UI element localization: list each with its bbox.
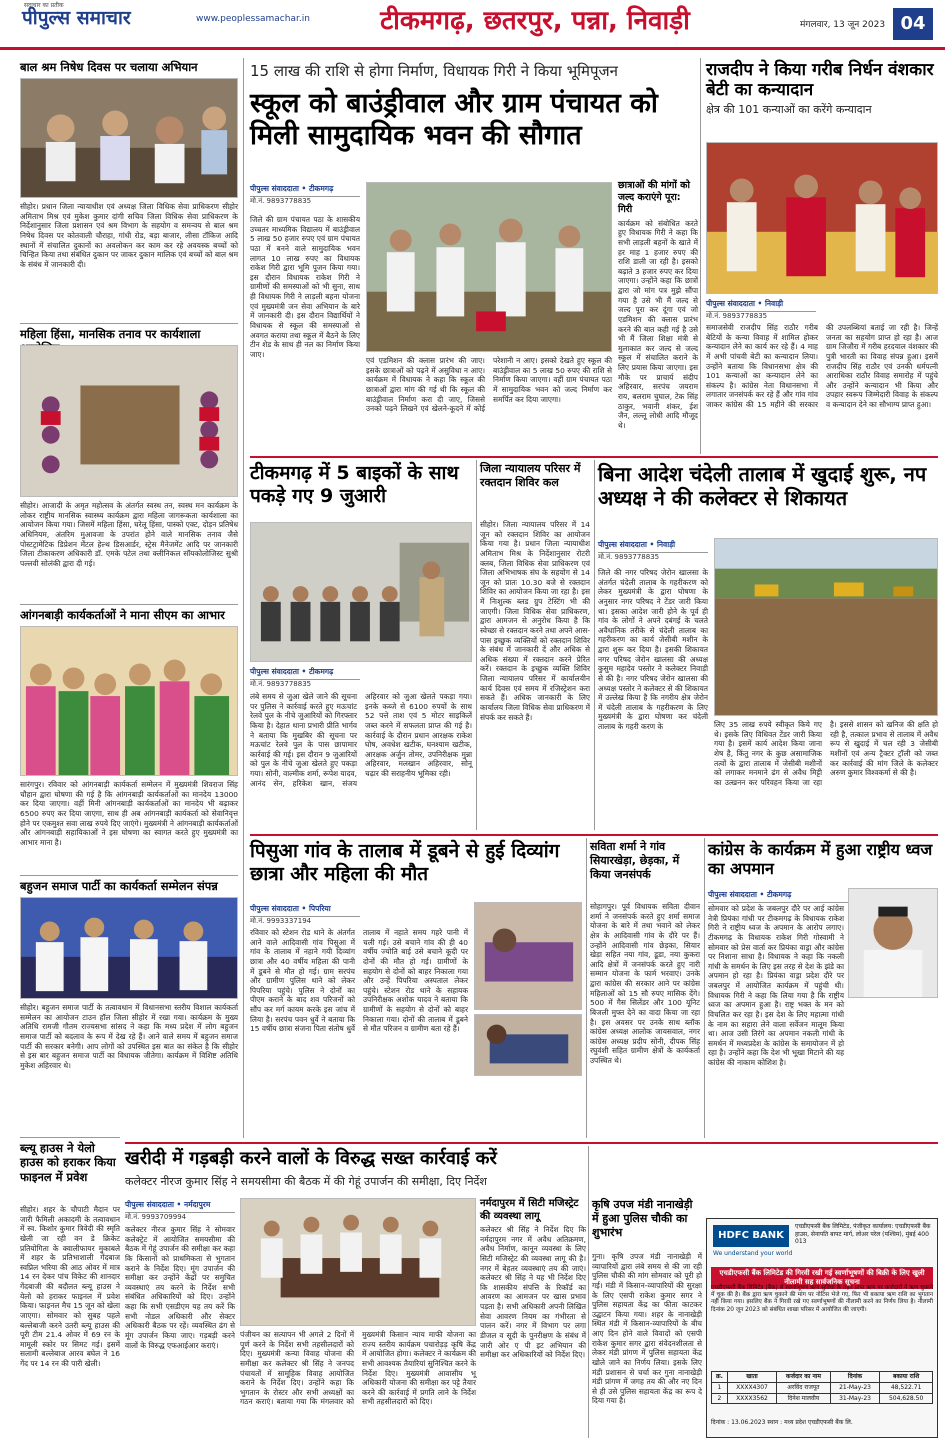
photo-image	[251, 523, 471, 661]
story-blood-camp-headline	[480, 462, 590, 518]
kicker-text: 15 लाख की राशि से होगा निर्माण, विधायक गिरी ने किया भूमिपूजन	[250, 62, 618, 80]
table-row	[712, 1382, 933, 1393]
byline-text: पीपुल्स संवाददाता • पिपरिया	[250, 902, 360, 917]
table-header: दिनांक	[830, 1372, 879, 1383]
phone-number: मो.नं. 9893778835	[250, 679, 312, 688]
story-chandeli-headline	[598, 462, 938, 532]
story-cricket-headline	[20, 1141, 120, 1201]
story-gamblers-text: लंबे समय से जुआ खेले जाने की सूचना पर पुलिस ने कार्रवाई करते हुए मऊचांट रेलवे पुल के नीचे जुआरियों को गिरफ्तार किया है। देहात थाना प्रभारी प्रीति भार्गव ने बताया कि मुखबिर की सूचना पर मऊचांट रेलवे पुल के पास छापामार कार्रवाई की गई। इस दौरान 9 जुआरियों को पुल के नीचे जुआ खेलते हुए पकड़ा गया। सोनी, वाल्मीक शर्मा, रूपेश यादव, आनंद सेन, हरिकेश खान, संजय अहिरवार को जुआ खेलते पकड़ा गया। इनके कब्जे से 6100 रुपयों के साथ 52 पत्ते ताश एवं 5 मोटर साइकिलें जब्त करने में सफलता प्राप्त की गई है। कार्रवाई के दौरान प्रधान आरक्षक राकेश घोष, अवधेश खटीक, घनश्याम खटीक, आरक्षक अर्जुन तोमर, उपनिरीक्षक मुन्ना अहिरवार, मलखान अहिरवार, सोनू चढ़ार की सराहनीय भूमिका रही।	[250, 692, 472, 788]
wedding-photo	[706, 142, 938, 294]
hdfc-logo: HDFC BANK	[713, 1225, 789, 1247]
story-gamblers-byline	[250, 665, 360, 689]
byline-text: पीपुल्स संवाददाता • टीकमगढ़	[250, 665, 360, 680]
bsp-meeting-photo	[20, 897, 238, 999]
sidebar-text: कार्यक्रम को संबोधित करते हुए विधायक गिरी ने कहा कि सभी लाड़ली बहनों के खाते में हर माह 1 हजार रुपए की राशि डाली जा रही है। इसको बढ़ाते 3 हजार रुपए कर दिया जाएगा। उन्होंने कहा कि छात्रों द्वारा जो मांग पत्र मुझे सौंपा गया है उसे भी मैं जल्द से जल्द पूरा कर दूंगा एवं जो एडमिशन की क्लास प्रारंभ करने की बात कही गई है उसे भी मैं जिला शिक्षा मंत्री से मुलाकात कर जल्द से जल्द स्कूल में संचालित कराने के लिए प्रयास किया जाएगा। इस मौके पर प्राचार्य संदीप अहिरवार, सरपंच जयराम राय, बलराम चुघाल, टेक सिंह ठाकुर, भवानी शंकर, ईश जैन, लल्लू लोधी आदि मौजूद थे।	[618, 218, 698, 430]
table-cell: दिनेश मालवीय	[777, 1393, 831, 1404]
byline-text: पीपुल्स संवाददाता • नर्मदापुरम	[125, 1198, 235, 1213]
story-bsp-text: सीहोर। बहुजन समाज पार्टी के तत्वावधान में विधानसभा स्तरीय विशाल कार्यकर्ता सम्मेलन का आयोजन टाउन हॉल जिला सीहोर में रखा गया। कार्यक्रम के मुख्य अतिथि रामजी गौतम राज्यसभा सांसद ने कहा कि मध्य प्रदेश में लोग बहुजन समाज पार्टी को बदलाव के रूप में देख रहे हैं। आने वाले समय में बहुजन समाज पार्टी की सरकार बनेगी। आप लोगों को उपस्थित इस बात का संकेत है कि सीहोर से इस बार बहुजन समाज पार्टी का विधायक जीतेगा। कार्यक्रम में विशिष्ट अतिथि मुकेश अहिरवार थे।	[20, 1003, 238, 1070]
headline: राजदीप ने किया गरीब निर्धन वंशकार बेटी का कन्यादान	[706, 60, 934, 101]
headline: आंगनबाड़ी कार्यकर्ताओं ने माना सीएम का आभार	[20, 608, 225, 622]
logo-text: पीपुल्स समाचार	[22, 7, 131, 29]
byline-text: पीपुल्स संवाददाता • निवाड़ी	[598, 538, 708, 553]
ad-tagline: We understand your world	[713, 1250, 793, 1257]
headline: पिसुआ गांव के तालाब में डूबने से हुई दिव्यांग छात्रा और महिला की मौत	[250, 840, 560, 885]
story-rajdeep-text: समाजसेवी राजदीप सिंह राठौर गरीब बेटियों के कन्या विवाह में शामिल होकर कन्यादान लेने का कार्य कर रहे हैं। 4 माह में अभी पांचवी बेटी का कन्यादान लिया। उन्होंने बताया कि विधानसभा क्षेत्र की 101 कन्याओं का कन्यादान लेने का संकल्प है। कांग्रेस नेता विधानसभा में लगातार जनसंपर्क कर रहे हैं और गांव गांव जाकर कांग्रेस की 15 महीने की सरकार की उपलब्धियां बताई जा रही है। जिन्हें जनता का सहयोग प्राप्त हो रहा है। आज ग्राम जिजौरा में गरीब हरदयाल वंशकार की पुत्री भारती का विवाह संपन्न हुआ। इसमें राजदीप सिंह राठौर एवं उनकी धर्मपत्नी आराधिका राठौर विवाह समारोह में पहुंचे और उन्होंने कन्यादान भी किया और उपहार स्वरूप जिम्मेदारी विवाह के संकल्प व कन्यादान देने का सौभाग्य प्राप्त हुआ।	[706, 323, 938, 409]
headline: बिना आदेश चंदेली तालाब में खुदाई शुरू, नप अध्यक्ष ने की कलेक्टर से शिकायत	[598, 462, 927, 510]
byline-text: पीपुल्स संवाददाता • निवाड़ी	[706, 297, 816, 312]
phone-number: मो.नं. 9893778835	[250, 196, 312, 205]
anganwadi-photo	[20, 626, 238, 776]
table-cell: 504,628.50	[880, 1393, 933, 1404]
story-rajdeep-headline	[706, 60, 938, 140]
photo-image	[21, 898, 237, 998]
story-women-workshop-text: सीहोर। आजादी के अमृत महोत्सव के अंतर्गत स्वस्थ तन, स्वस्थ मन कार्यक्रम के लोकर राष्ट्रीय मानसिक स्वास्थ्य कार्यक्रम द्वारा महिला जागरूकता कार्यशाला का आयोजन किया गया। जिसमें महिला हिंसा, घरेलू हिंसा, पास्को एक्ट, दोड़न प्रतिषेध अधिनियम, अंतरिम मुआवजा के उपरांत होने वाले मानसिक तनाव जैसे पोस्टट्रामेटिक डिप्रेशन मेंटल हेल्थ डिसआर्डर, स्ट्रेस मैनेजमेंट आदि पर जानकारी जिला टीकाकरण अधिकारी डॉ. एमके पटेल तथा क्लीनिकल सॉयकोलोजिस्ट सुश्री पल्लवी सोलंकी द्वारा दी गई।	[20, 501, 238, 568]
story-procurement-text-2: पंजीयन का सत्यापन भी अगले 2 दिनों में पूर्ण करने के निर्देश सभी तहसीलदारों को दिए। मुख्यमंत्री कन्या विवाह योजना की समीक्षा कर कलेक्टर श्री सिंह ने जनपद पंचायतों में सामूहिक विवाह आयोजित कराने के निर्देश दिए। उन्होंने कहा कि भुगतान के रोस्टर और सभी अध्यक्षों का गठन कराएं। बताया गया कि मंगलवार को मुख्यमंत्री किसान न्याय माफी योजना का राज्य स्तरीय कार्यक्रम पचारोड़ड़ कृषि केंद्र में आयोजित होगा। कलेक्टर ने कार्यक्रम की सभी आवश्यक तैयारियां सुनिश्चित करने के निर्देश दिए। मुख्यमंत्री आवासीय भू अधिकारी योजना की समीक्षा कर पट्टे तैयार करने की कार्रवाई में प्रगति लाने के निर्देश सभी तहसीलदारों को दिए।	[240, 1330, 476, 1407]
mla-portrait-photo	[848, 888, 938, 998]
story-procurement-deck	[125, 1175, 700, 1195]
lead-text-column-1: जिले की ग्राम पंचायत पठा के शासकीय उच्चतर माध्यमिक विद्यालय में बाउंड्रीवाल 5 लाख 50 हजार रुपए एवं ग्राम पंचायत पठा में बनने वाले सामुदायिक भवन लागत 10 लाख रुपए का विधायक राकेश गिरी द्वारा भूमि पूजन किया गया। इस दौरान विधायक राकेश गिरी ने ग्रामीणों की समस्याओं को भी सुना, साथ ही विधायक गिरी ने लाड़ली बहना योजना एवं मुख्यमंत्री जन सेवा अभियान के बारे में जानकारी दी। इस दौरान विद्यार्थियों ने विधायक से स्कूल की समस्याओं से अवगत कराया तथा स्कूल में बैठने के लिए टीन शेड के साथ ही नल का निर्माण किया जाए।	[250, 215, 360, 359]
headline: बाल श्रम निषेध दिवस पर चलाया अभियान	[20, 60, 198, 74]
story-anganwadi-headline	[20, 608, 238, 623]
lead-headline	[250, 88, 695, 178]
phone-number: मो.नं. 9993337194	[250, 916, 312, 925]
story-flag-insult-byline	[708, 888, 848, 900]
story-chandeli-text-1: जिले की नगर परिषद जेरोन खालसा के अंतर्गत चंदेली तालाब के गहरीकरण को लेकर मुख्यमंत्री के द्वारा घोषणा के अनुसार नगर परिषद ने टेंडर जारी किया था। इसका आदेश जारी होने के पूर्व ही गांव के लोगों ने अपने दबंगई के चलते अवैधानिक तरीके से चंदेली तालाब का गहरीकरण का कार्य जेसीबी मशीन के द्वारा शुरू कर दिया है। इसकी शिकायत नगर परिषद जेरोन खालसा की अध्यक्ष कुसुम महादेव पस्तोर ने कलेक्टर निवाड़ी से की है। नगर परिषद जेरोन खालसा की अध्यक्ष पस्तोर ने कलेक्टर से की शिकायत में उल्लेख किया है कि नगरीय क्षेत्र जेरोन में चंदेली तालाब के गहरीकरण के लिए मुख्यमंत्री के द्वारा घोषणा कर चंदेली तालाब के गहरी करण के	[598, 568, 708, 731]
gamblers-arrest-photo	[250, 522, 472, 662]
table-cell: XXXX3562	[727, 1393, 776, 1404]
story-child-labour-headline	[20, 60, 238, 75]
newspaper-logo[interactable]	[22, 2, 131, 31]
headline: कृषि उपज मंडी नानाखेड़ी में हुआ पुलिस चौकी का शुभारंभ	[592, 1198, 693, 1239]
ad-address: एचडीएफसी बैंक लिमिटेड, पंजीकृत कार्यालय: एचडीएफसी बैंक हाउस, सेनापति बापट मार्ग, लोअर परेल (पश्चिम), मुंबई 400 013	[795, 1223, 931, 1245]
photo-image	[367, 183, 611, 351]
headline: जिला न्यायालय परिसर में रक्तदान शिविर कल	[480, 462, 581, 489]
website-link[interactable]: www.peoplessamachar.in	[196, 14, 310, 24]
phone-number: मो.नं. 9893778835	[598, 552, 660, 561]
deck: क्षेत्र की 101 कन्याओं का करेंगे कन्यादान	[706, 102, 872, 116]
headline: कांग्रेस के कार्यक्रम में हुआ राष्ट्रीय ध्वज का अपमान	[708, 840, 933, 879]
story-mandi-police-headline	[592, 1198, 702, 1250]
byline-text: पीपुल्स संवाददाता • टीकमगढ़	[250, 182, 360, 197]
headline: ब्ल्यू हाउस ने येलो हाउस को हराकर किया फाइनल में प्रवेश	[20, 1141, 116, 1184]
headline: स्कूल को बाउंड्रीवाल और ग्राम पंचायत को मिली सामुदायिक भवन की सौगात	[250, 88, 658, 152]
table-cell: 31-May-23	[830, 1393, 879, 1404]
table-cell: XXXX4307	[727, 1382, 776, 1393]
drowning-victim-photo-1	[474, 902, 582, 1010]
story-mandi-police-text: गुना। कृषि उपज मंडी नानाखेड़ी में व्यापारियों द्वारा लंबे समय से की जा रही पुलिस चौकी की मांग सोमवार को पूरी हो गई। मंडी में किसान-व्यापारियों की सुरक्षा के लिए एसपी राकेश कुमार सगर ने पुलिस सहायता केंद्र का फीता काटकर उद्घाटन किया गया। शहर के नानाखेड़ी स्थित मंडी में किसान-व्यापारियों के बीच आए दिन होने वाले विवादों को एसपी राकेश कुमार सगर द्वारा संवेदनशीलता से लेकर मंडी प्रांगण में पुलिस सहायता केंद्र खोले जाने का निर्णय लिया। इसके लिए मंडी प्रशासन से चर्चा कर गुना नानाखेड़ी मंडी प्रांगण में जगह तय की और नए दिन से ही उसे पुलिस सहायता केंद्र का रूप दे दिया गया है।	[592, 1252, 702, 1406]
story-procurement-headline	[125, 1148, 600, 1172]
lake-excavation-photo	[714, 538, 938, 716]
hdfc-auction-notice-ad[interactable]	[706, 1218, 938, 1438]
lead-text-column-2: एवं एडमिशन की क्लास प्रारंभ की जाए। इसके छात्राओं को पढ़ने में असुविधा न आए। कार्यक्रम में विधायक ने कहा कि स्कूल की छात्राओं द्वारा मांग की गई थी कि स्कूल की बाउंड्रीवाल निर्माण करा दी जाए, जिससे उनको पढ़ने लिखने एवं खेलने-कूदने में कोई परेशानी न आए। इसको देखते हुए स्कूल की बाउंड्रीवाल का 5 लाख 50 रुपए की राशि से निर्माण किया जाएगा। वहीं ग्राम पंचायत पठा में सामुदायिक भवन को जल्द निर्माण कर समर्पित कर दिया जाएगा।	[366, 356, 612, 414]
story-savita-text: सोहागपुर। पूर्व विधायक सविता दीवान शर्मा ने जनसंपर्क करते हुए शर्मा समाज योजना के बारे में तथा भवाने को लेकर क्षेत्र के आदिवासी गांव के दौरे पर हैं। उन्होंने आदिवासी गांव छेड़का, सियार खेड़ा सहित नया गांव, डूडा, नया कुकरा आदि क्षेत्रों में जनसंपर्क करते हुए नारी सम्मान योजना के फार्म भरवाए। उनके द्वारा कांग्रेस की सरकार आने पर कांग्रेस महिलाओं को 15 सौ रुपए मासिक देंगे। 500 में गैस सिलेंडर और 100 यूनिट बिजली मुफ्त देने का वादा किया जा रहा है। इस अवसर पर उनके साथ ब्लॉक कांग्रेस अध्यक्ष आलोक जायसवाल, नगर कांग्रेस अध्यक्ष प्रदीप सोनी, दीपक सिंह रघुवंशी सहित ग्रामीण क्षेत्रों के कार्यकर्ता उपस्थित थे।	[590, 902, 700, 1065]
table-header: कर्जदार का नाम	[777, 1372, 831, 1383]
photo-image	[241, 1199, 475, 1325]
story-bsp-headline	[20, 879, 238, 894]
phone-number: मो.नं. 9893778835	[706, 311, 768, 320]
ad-banner: एचडीएफसी बैंक लिमिटेड की गिरवी रखी गई स्वर्णाभूषणों की बिक्री के लिए खुली नीलामी सह सार्वजनिक सूचना	[711, 1267, 933, 1289]
photo-image	[21, 79, 237, 197]
photo-image	[475, 903, 581, 1009]
lead-sidebar	[618, 180, 698, 476]
lead-kicker	[250, 62, 695, 84]
story-chandeli-byline	[598, 538, 708, 562]
story-drowning-text-tail	[474, 1080, 582, 1140]
story-women-workshop-headline	[20, 327, 238, 342]
story-city-magistrate	[480, 1198, 586, 1438]
story-drowning-byline	[250, 902, 360, 926]
table-header: क्र.	[712, 1372, 728, 1383]
photo-image	[707, 143, 937, 293]
photo-image	[475, 1015, 581, 1075]
table-cell: 2	[712, 1393, 728, 1404]
edition-date: मंगलवार, 13 जून 2023	[800, 20, 886, 30]
sidebar-headline: छात्राओं की मांगों को जल्द कराएंगे पूरा: गिरी	[618, 180, 690, 215]
headline: टीकमगढ़ में 5 बाइकों के साथ पकड़े गए 9 जुआरी	[250, 462, 459, 507]
table-row	[712, 1393, 933, 1404]
story-anganwadi-text: सारंगपुर। रविवार को आंगनबाड़ी कार्यकर्ता सम्मेलन में मुख्यमंत्री शिवराज सिंह चौहान द्वारा घोषणा की गई है कि आंगनबाड़ी कार्यकर्ताओं का मानदेय 13000 कर दिया जाएगा। वहीं मिनी आंगनबाड़ी कार्यकर्ताओं का मानदेय भी बढ़ाकर 6500 रुपए कर दिया जाएगा, साथ ही अब आंगनबाड़ी कार्यकर्ता को सेवानिवृत्त होने पर एकमुश्त सवा लाख रुपये दिए जाएंगे। मुख्यमंत्री ने आंगनबाड़ी कार्यकर्ताओं और आंगनबाड़ी सहायिकाओं ने इस घोषणा का स्वागत करते हुए मुख्यमंत्री का आभार माना है।	[20, 780, 238, 847]
byline-text: पीपुल्स संवाददाता • टीकमगढ़	[708, 888, 848, 903]
headline: खरीदी में गड़बड़ी करने वालों के विरुद्ध सख्त कार्रवाई करें	[125, 1148, 497, 1169]
photo-image	[21, 627, 237, 775]
collector-meeting-photo	[240, 1198, 476, 1326]
headline: बहुजन समाज पार्टी का कार्यकर्ता सम्मेलन संपन्न	[20, 879, 218, 893]
story-gamblers-headline	[250, 462, 472, 520]
photo-image	[849, 889, 937, 997]
edition-region: टीकमगढ़, छतरपुर, पन्ना, निवाड़ी	[380, 6, 690, 36]
photo-image	[715, 539, 937, 715]
story-procurement-byline	[125, 1198, 235, 1222]
table-cell: 1	[712, 1382, 728, 1393]
story-flag-insult-headline	[708, 840, 938, 886]
story-child-labour-text: सीहोर। प्रधान जिला न्यायाधीश एवं अध्यक्ष जिला विधिक सेवा प्राधिकरण सीहोर अमिताभ मिश्र एवं मुकेश कुमार दांगी सचिव जिला विधिक सेवा प्राधिकरण के निर्देशानुसार जिला प्रशासन एवं श्रम विभाग के सहयोग व समन्वय से बाल श्रम निषेध दिवस पर कोतवाली चौराहा, गांधी रोड, बड़ा बाजार, लीसा टॉकिज आदि स्थानों में संचालित दुकानों का अवलोकन कर काम कर रहे अवयस्क बच्चों को चिन्हित किया तथा संबंधित दुकान पर जाकर दुकान मालिक एवं बच्चों को बाल श्रम के संबंध में जानकारी दी।	[20, 202, 238, 269]
story-flag-insult-text: सोमवार को प्रदेश के जबलपुर दौरे पर आई कांग्रेस नेत्री प्रियंका गांधी पर टीकमगढ़ के विधायक राकेश गिरी ने राष्ट्रीय ध्वज के अपमान के आरोप लगाए। टीकमगढ़ के विधायक राकेश गिरी गोस्वामी ने सोमवार को प्रेस वार्ता कर प्रियंका वाड्रा और कांग्रेस पर निशाना साधा है। विधायक ने कहा कि नकली गांधी के समर्थन के लिए इस तरह से देश के झंडे का अपमान हो रहा है। प्रियंका वाड्रा प्रदेश दौरे पर जबलपुर में आयोजित कार्यक्रम में पहुंची थी। विधायक गिरी ने कहा कि लिया गया है कि राष्ट्रीय ध्वज का अपमान हुआ है। राष्ट्र भक्त के मन को विचलित कर रहा है। इस देश के लिए महात्मा गांधी के नाम का सहारा लेने वाला सर्वेजन मालूम किया था। आज उसी तिरंगे का अपमान नकली गांधी के समर्थन में मध्यप्रदेश के कांग्रेस के समायोजन में हो रहा है। उन्होंने कहा कि देश भी भूखा मिटाने की यह कांग्रेस की नाकाम कोशिश है।	[708, 904, 844, 1067]
table-header: खाता	[727, 1372, 776, 1383]
lead-byline	[250, 182, 360, 212]
story-drowning-text: रविवार को स्टेशन रोड थाने के अंतर्गत आने वाले आदिवासी गांव पिसुआ में गांव के तालाब में नहाने गयी दिव्यांग छात्रा और 40 वर्षीय महिला की पानी में डूबने से मौत हो गई। ग्राम सरपंच और ग्रामीण पुलिस थाने को लेकर पिपरिया पहुंचे। पुलिस ने दोनों का पीएम कराने के बाद शव परिजनों को सौंप कर मर्ग कायम करके इस जांच में लिया है। सरपंच पवन धुर्वे ने बताया कि 15 वर्षीय छात्रा संजना पिता संतोष धुर्वे तालाब में नहाते समय गहरे पानी में चली गई। उसे बचाने गांव की ही 40 वर्षीय ज्योति बाई उसे बचाने कूदी पर दोनों की मौत हो गई। ग्रामीणों के सहयोग से दोनों को बाहर निकाला गया और उन्हें पिपरिया अस्पताल लेकर पहुंचे। स्टेशन रोड थाने के सहायक उपनिरीक्षक अशोक यादव ने बताया कि ग्रामीणों के सहयोग से दोनों को बाहर निकाला गया। दोनों की तालाब में डूबने से मौत परिजन व ग्रामीण बता रहे हैं।	[250, 928, 468, 1034]
lead-bhoomipujan-photo	[366, 182, 612, 352]
table-header-row	[712, 1372, 933, 1383]
sub-headline: नर्मदापुरम में सिटी मजिस्ट्रेट की व्यवस्था लागू	[480, 1198, 579, 1222]
story-procurement-text-1: कलेक्टर नीरज कुमार सिंह ने सोमवार कलेक्ट्रेट में आयोजित समयसीमा की बैठक में गेहूं उपार्जन की समीक्षा कर कहा कि किसानों को प्राथमिकता से भुगतान कराने के निर्देश दिए। मूंग उपार्जन की समीक्षा कर उन्होंने केंद्रों पर समुचित व्यवस्थाएं तय करने के निर्देश सभी संबंधित अधिकारियों को दिए। उन्होंने कहा कि सभी एसडीएम यह तय करें कि सभी नोडल अधिकारी और सेक्टर अधिकारी बैठक पर रहें। व्यवस्थित ढंग से मूंग उपार्जन किया जाए। गड़बड़ी करने वालों के विरुद्ध एफआईआर कराएं।	[125, 1225, 235, 1350]
page-number: 04	[893, 8, 933, 40]
phone-number: मो.नं. 9993709994	[125, 1212, 187, 1221]
headline: महिला हिंसा, मानसिक तनाव पर कार्यशाला	[20, 327, 201, 341]
ad-footer: दिनांक : 13.06.2023 स्थान : मध्य प्रदेश एचडीएफसी बैंक लि.	[711, 1419, 853, 1426]
story-drowning-headline	[250, 840, 580, 898]
table-cell: 48,522.71	[880, 1382, 933, 1393]
child-labour-photo	[20, 78, 238, 198]
deck: कलेक्टर नीरज कुमार सिंह ने समयसीमा की बैठक में की गेहूं उपार्जन की समीक्षा, दिए निर्देश	[125, 1175, 487, 1188]
table-cell: अरविंद राजपूत	[777, 1382, 831, 1393]
story-blood-camp-text: सीहोर। जिला न्यायालय परिसर में 14 जून को रक्तदान शिविर का आयोजन किया गया है। प्रधान जिला न्यायाधीश अमिताभ मिश्र के निर्देशानुसार रोटरी क्लब, जिला विधिक सेवा प्राधिकरण एवं जिला अभिभाषक संघ के सहयोग से 14 जून को प्रातः 10.30 बजे से रक्तदान शिविर का आयोजन किया जा रहा है। इस में निःशुल्क ब्लड ग्रुप टेस्टिंग भी की जाएगी। जिला विधिक सेवा प्राधिकरण, द्वारा आमजन से अनुरोध किया है कि स्वेच्छा से रक्तदान करने तथा अपने आस-पास इच्छुक व्यक्तियों को रक्तदान शिविर के संबंध में जानकारी दें और अधिक से अधिक संख्या में रक्तदान करने प्रेरित करें। रक्तदान के इच्छुक व्यक्ति शिविर जिला न्यायालय परिसर में कार्यालयीन कार्य दिवस एवं समय में रजिस्ट्रेशन करा सकते हैं। अधिक जानकारी के लिए कार्यालय जिला विधिक सेवा प्राधिकरण में संपर्क कर सकते हैं।	[480, 520, 590, 722]
workshop-photo	[20, 345, 238, 497]
story-chandeli-text-2: लिए 35 लाख रुपये स्वीकृत किये गए थे। इसके लिए विधिवत टेंडर जारी किया गया है। इसमें कार्य आदेश किया जाना शेष है, किंतु नगर के कुछ असामाजिक तत्वों के द्वारा तालाब में जेसीबी मशीनों को लगाकर मनमाने ढंग से अवैध मिट्टी का उत्खनन कर परिवहन किया जा रहा है। इससे शासन को खनिज की क्षति हो रही है, तत्काल प्रभाव से तालाब में अवैध रूप से खुदाई में चल रही 3 जेसीबी मशीनों एवं अन्य ट्रैक्टर ट्रॉली को जब्त कर कार्रवाई की मांग जिले के कलेक्टर अरुण कुमार विश्वकर्मा से की है।	[714, 720, 938, 787]
headline: सविता शर्मा ने गांव सियारखेड़ा, छेड़का, में किया जनसंपर्क	[590, 840, 680, 881]
ad-body: एचडीएफसी बैंक लिमिटेड (बैंक) से स्वर्णाभूषण ऋण सुविधा के तहत प्राप्त ऋण पर कर्जदारों ने ऋण चुकाने में चूक की है। बैंक द्वारा ऋण चुकाने की मांग पर नोटिस भेजे गए, फिर भी बकाया ऋण राशि का भुगतान नहीं किया गया। इसलिए बैंक ने गिरवी रखे गए स्वर्णाभूषणों की नीलामी करने का निर्णय लिया है। नीलामी दिनांक 20 जून 2023 को संबंधित शाखा परिसर में आयोजित की जाएगी।	[711, 1285, 933, 1313]
sub-text: कलेक्टर श्री सिंह ने निर्देश दिए कि नर्मदापुरम नगर में अवैध अतिक्रमण, अवैध निर्माण, कानून व्यवस्था के लिए सिटी मजिस्ट्रेट की व्यवस्था लागू की है। नगर में बेहतर व्यवस्थाएं तय की जाएं। कलेक्टर श्री सिंह ने यह भी निर्देश दिए कि शासकीय संपत्ति के रिकॉर्ड का आवरण का आमजन पर खास प्रभाव पड़ता है। सभी अधिकारी अपनी लिखित सेवा आवरण नियम का गंभीरता से पालन करें। नगर में विभाग पर लगा डीजल व सूदी के पुनरीक्षण के संबंध में जारी ओर ए पी इट अभियान की समीक्षा कर अधिकारियों को निर्देश दिए।	[480, 1225, 586, 1360]
table-header: बकाया राशि	[880, 1372, 933, 1383]
drowning-victim-photo-2	[474, 1014, 582, 1076]
story-rajdeep-byline	[706, 297, 816, 321]
auction-table	[711, 1371, 933, 1404]
photo-image	[21, 346, 237, 496]
story-cricket-text: सीहोर। शहर के चौपाटी मैदान पर जारी फैमिली अकादमी के तत्वावधान में स्व. किशोर कुमार त्रिवेदी की स्मृति खेली जा रही वन डे क्रिकेट प्रतियोगिता के क्वालीफायर मुकाबले में शहर के प्रतिभाशाली गेंदबाज स्वप्निल भरिया की आठ ओवर में मात्र 14 रन देकर पांच विकेट की शानदार गेंदबाजी की बदौलत ब्ल्यू हाउस ने येलो को हराकर फाइनल में प्रवेश किया। फाइनल मैच 15 जून को खेला जाएगा। सोमवार को सुबह पहले बल्लेबाजी करने उतरी ब्ल्यू हाउस की पूरी टीम 21.4 ओवर में 69 रन के मामूली स्कोर पर सिमट गई। इसमें सलामी बल्लेबाज आरव बघेल ने 16 गेंद पर 14 रन की पारी खेली।	[20, 1205, 120, 1368]
table-cell: 21-May-23	[830, 1382, 879, 1393]
logo-tagline: सदाचार का प्रतीक	[24, 2, 64, 9]
masthead	[0, 0, 945, 50]
story-savita-headline	[590, 840, 700, 900]
